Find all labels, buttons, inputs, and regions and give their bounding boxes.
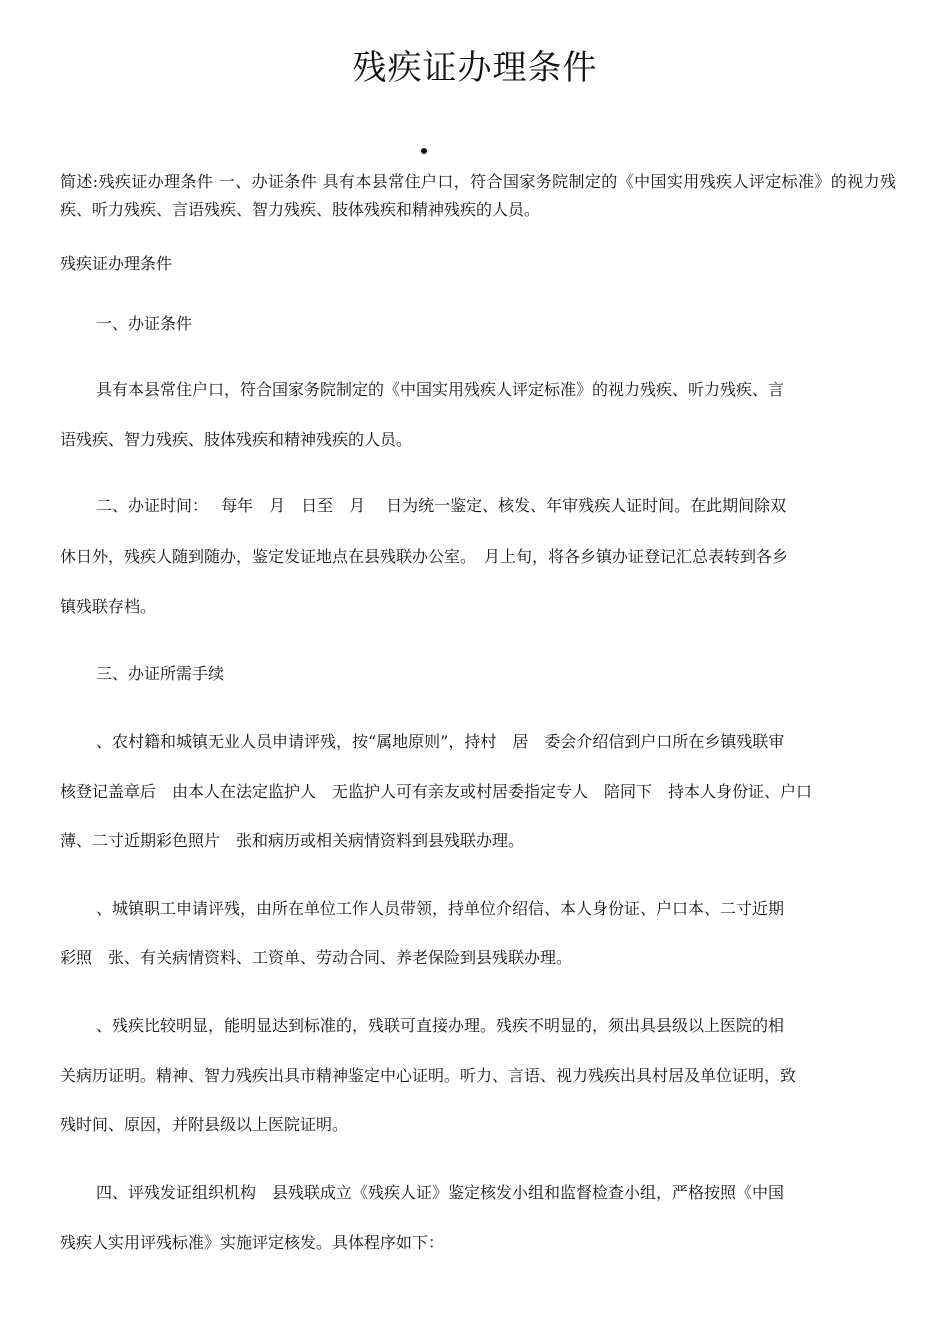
section2-line: 休日外，残疾人随到随办，鉴定发证地点在县残联办公室。 月上旬，将各乡镇办证登记汇总表转到各乡	[60, 547, 789, 566]
section1-line: 语残疾、智力残疾、肢体残疾和精神残疾的人员。	[60, 430, 413, 449]
subtitle: 残疾证办理条件	[60, 254, 173, 273]
section3-item3-line: 、残疾比较明显，能明显达到标准的，残联可直接办理。残疾不明显的，须出具县级以上医院的相	[96, 1016, 785, 1035]
section3-item3-line: 关病历证明。精神、智力残疾出具市精神鉴定中心证明。听力、言语、视力残疾出具村居及单位证明，致	[60, 1066, 797, 1085]
section4-line: 残疾人实用评残标准》实施评定核发。具体程序如下：	[60, 1233, 445, 1252]
document-title: 残疾证办理条件	[352, 48, 598, 88]
section3-heading: 三、办证所需手续	[96, 664, 225, 683]
section3-item1-line: 核登记盖章后 由本人在法定监护人 无监护人可有亲友或村居委指定专人 陪同下 持本人身份证、户口	[60, 782, 813, 801]
section2-line: 二、办证时间： 每年 月 日至 月 日为统一鉴定、核发、年审残疾人证时间。在此期间除双	[96, 496, 787, 515]
section4-line: 四、评残发证组织机构 县残联成立《残疾人证》鉴定核发小组和监督检查小组，严格按照《中国	[96, 1183, 785, 1202]
section3-item2-line: 、城镇职工申请评残，由所在单位工作人员带领，持单位介绍信、本人身份证、户口本、二寸近期	[96, 899, 785, 918]
section2-line: 镇残联存档。	[60, 597, 157, 616]
bullet-dot	[421, 148, 427, 154]
section3-item3-line: 残时间、原因，并附县级以上医院证明。	[60, 1115, 349, 1134]
section3-item2-line: 彩照 张、有关病情资料、工资单、劳动合同、养老保险到县残联办理。	[60, 948, 573, 967]
summary-paragraph: 简述:残疾证办理条件 一、办证条件 具有本县常住户口，符合国家务院制定的《中国实用残疾人评定标准》的视力残疾、听力残疾、言语残疾、智力残疾、肢体残疾和精神残疾的人员。	[60, 172, 896, 219]
section1-heading: 一、办证条件	[96, 314, 193, 333]
section3-item1-line: 、农村籍和城镇无业人员申请评残，按“属地原则”，持村 居 委会介绍信到户口所在乡镇残联审	[96, 732, 785, 751]
section3-item1-line: 薄、二寸近期彩色照片 张和病历或相关病情资料到县残联办理。	[60, 831, 525, 850]
section1-line: 具有本县常住户口，符合国家务院制定的《中国实用残疾人评定标准》的视力残疾、听力残疾、言	[96, 380, 785, 399]
